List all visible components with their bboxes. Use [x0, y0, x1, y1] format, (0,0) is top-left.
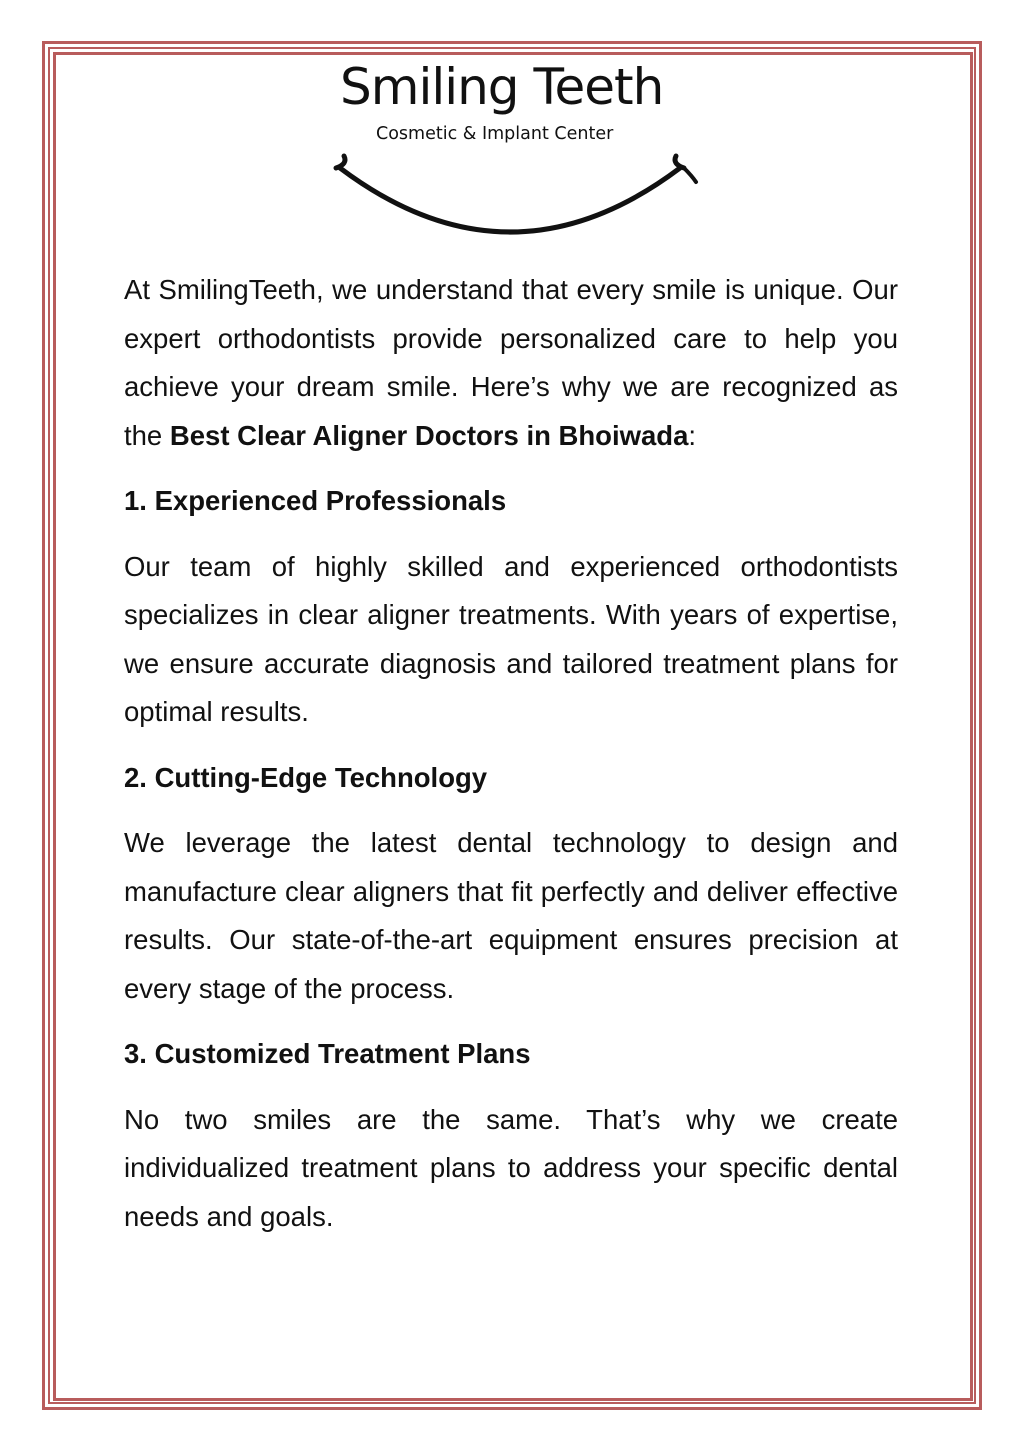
section-paragraph: Our team of highly skilled and experienced orthodontists specializes in clear aligner treatments. With years of expertise, we ensure accurate diagnosis and tailored treatment plans for optimal results.	[124, 550, 898, 727]
intro-paragraph	[124, 266, 898, 460]
clinic-logo	[300, 58, 720, 243]
section-paragraph: We leverage the latest dental technology to design and manufacture clear aligners that fit perfectly and deliver effective results. Our state-of-the-art equipment ensures precision at every stage of the process.	[124, 827, 898, 1004]
intro-highlight: Best Clear Aligner Doctors in Bhoiwada	[169, 419, 689, 451]
logo-subtitle: Cosmetic & Implant Center	[376, 124, 614, 144]
section-paragraph: No two smiles are the same. That’s why we create individualized treatment plans to address your specific dental needs and goals.	[124, 1103, 898, 1232]
section-heading: 1. Experienced Professionals	[124, 485, 507, 516]
smile-curve-icon	[300, 146, 720, 243]
intro-punctuation: :	[688, 419, 697, 451]
section-heading: 3. Customized Treatment Plans	[124, 1038, 531, 1069]
intro-text: At SmilingTeeth, we understand that every smile is unique. Our expert orthodontists provide personalized care to help you achieve your dream smile. Here’s why we are recognized as the	[124, 274, 898, 451]
logo-title: Smiling Teeth	[340, 58, 664, 116]
section-heading: 2. Cutting-Edge Technology	[124, 761, 488, 793]
document-content	[124, 266, 898, 1258]
